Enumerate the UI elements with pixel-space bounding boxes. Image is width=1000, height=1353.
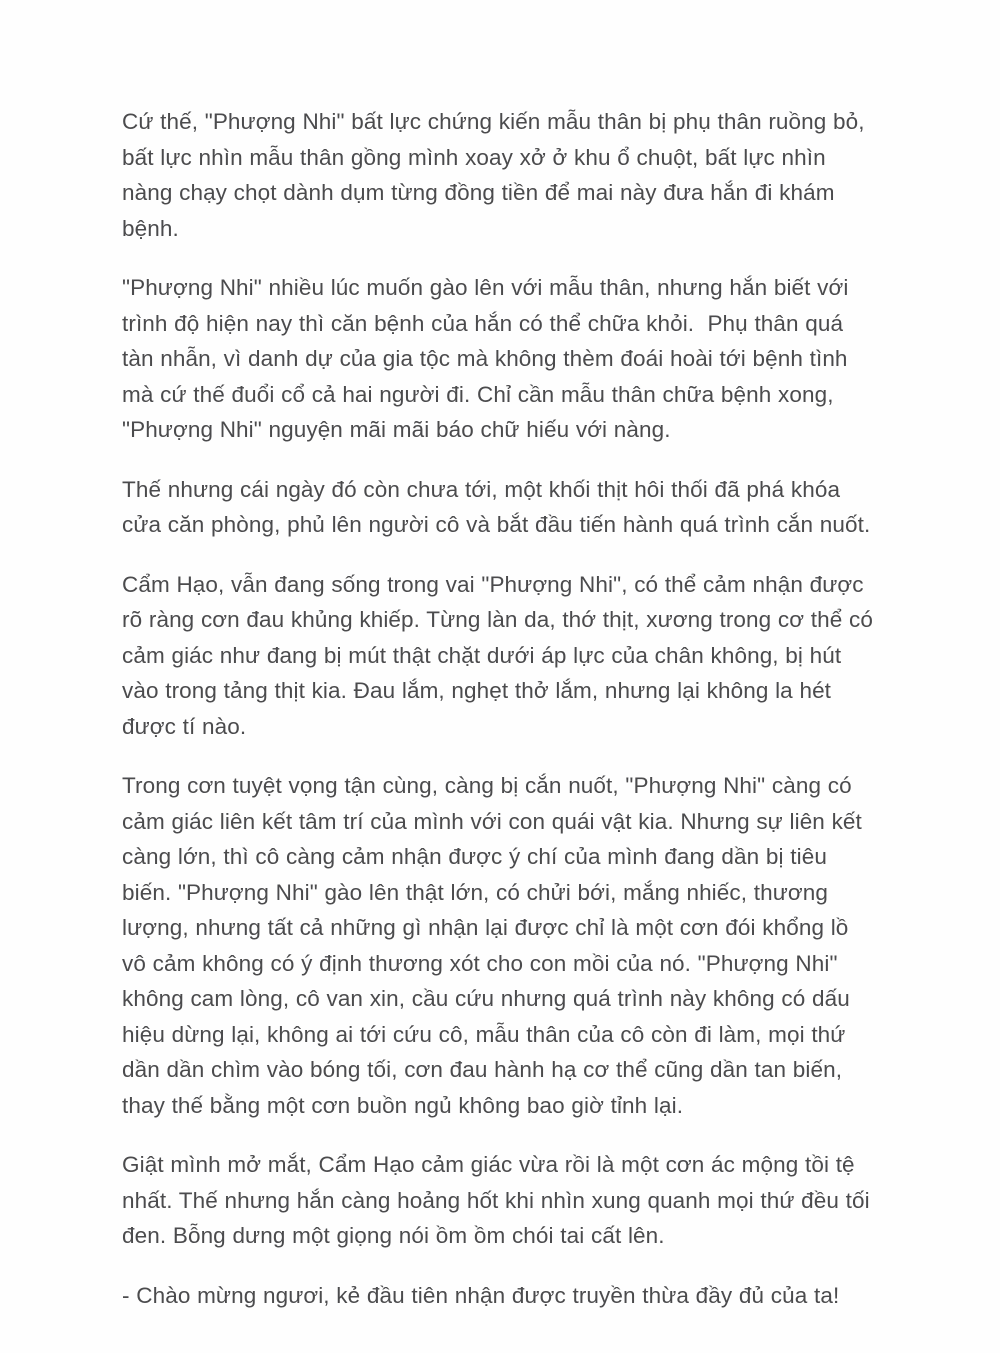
paragraph-7-dialogue-line: - Chào mừng ngươi, kẻ đầu tiên nhận được truyền thừa đầy đủ của ta!: [122, 1282, 840, 1308]
paragraph-4: Cẩm Hạo, vẫn đang sống trong vai "Phượng Nhi", có thể cảm nhận được rõ ràng cơn đau khủng khiếp. Từng làn da, thớ thịt, xương trong cơ thể có cảm giác như đang bị mút thật chặt dưới áp lực của chân không, bị hút vào trong tảng thịt kia. Đau lắm, nghẹt thở lắm, nhưng lại không la hét được tí nào.: [122, 571, 880, 739]
paragraph-6: Giật mình mở mắt, Cẩm Hạo cảm giác vừa rồi là một cơn ác mộng tồi tệ nhất. Thế nhưng hắn càng hoảng hốt khi nhìn xung quanh mọi thứ đều tối đen. Bỗng dưng một giọng nói ồm ồm chói tai cất lên.: [122, 1152, 877, 1248]
paragraph-2: "Phượng Nhi" nhiều lúc muốn gào lên với mẫu thân, nhưng hắn biết với trình độ hiện nay thì căn bệnh của hắn có thể chữa khỏi. Phụ thân quá tàn nhẫn, vì danh dự của gia tộc mà không thèm đoái hoài tới bệnh tình mà cứ thế đuổi cổ cả hai người đi. Chỉ cần mẫu thân chữa bệnh xong, "Phượng Nhi" nguyện mãi mãi báo chữ hiếu với nàng.: [122, 275, 856, 442]
paragraph-1: Cứ thế, "Phượng Nhi" bất lực chứng kiến mẫu thân bị phụ thân ruồng bỏ, bất lực nhìn mẫu thân gồng mình xoay xở ở khu ổ chuột, bất lực nhìn nàng chạy chọt dành dụm từng đồng tiền để mai này đưa hắn đi khám bệnh.: [122, 109, 872, 241]
document-body: [122, 104, 878, 1313]
paragraph-3: Thế nhưng cái ngày đó còn chưa tới, một khối thịt hôi thối đã phá khóa cửa căn phòng, phủ lên người cô và bắt đầu tiến hành quá trình cắn nuốt.: [122, 476, 871, 537]
paragraph-5: Trong cơn tuyệt vọng tận cùng, càng bị cắn nuốt, "Phượng Nhi" càng có cảm giác liên kết tâm trí của mình với con quái vật kia. Nhưng sự liên kết càng lớn, thì cô càng cảm nhận được ý chí của mình đang dần bị tiêu biến. "Phượng Nhi" gào lên thật lớn, có chửi bới, mắng nhiếc, thương lượng, nhưng tất cả những gì nhận lại được chỉ là một cơn đói khổng lồ vô cảm không có ý định thương xót cho con mồi của nó. "Phượng Nhi" không cam lòng, cô van xin, cầu cứu nhưng quá trình này không có dấu hiệu dừng lại, không ai tới cứu cô, mẫu thân của cô còn đi làm, mọi thứ dần dần chìm vào bóng tối, cơn đau hành hạ cơ thể cũng dần tan biến, thay thế bằng một cơn buồn ngủ không bao giờ tỉnh lại.: [122, 773, 869, 1118]
